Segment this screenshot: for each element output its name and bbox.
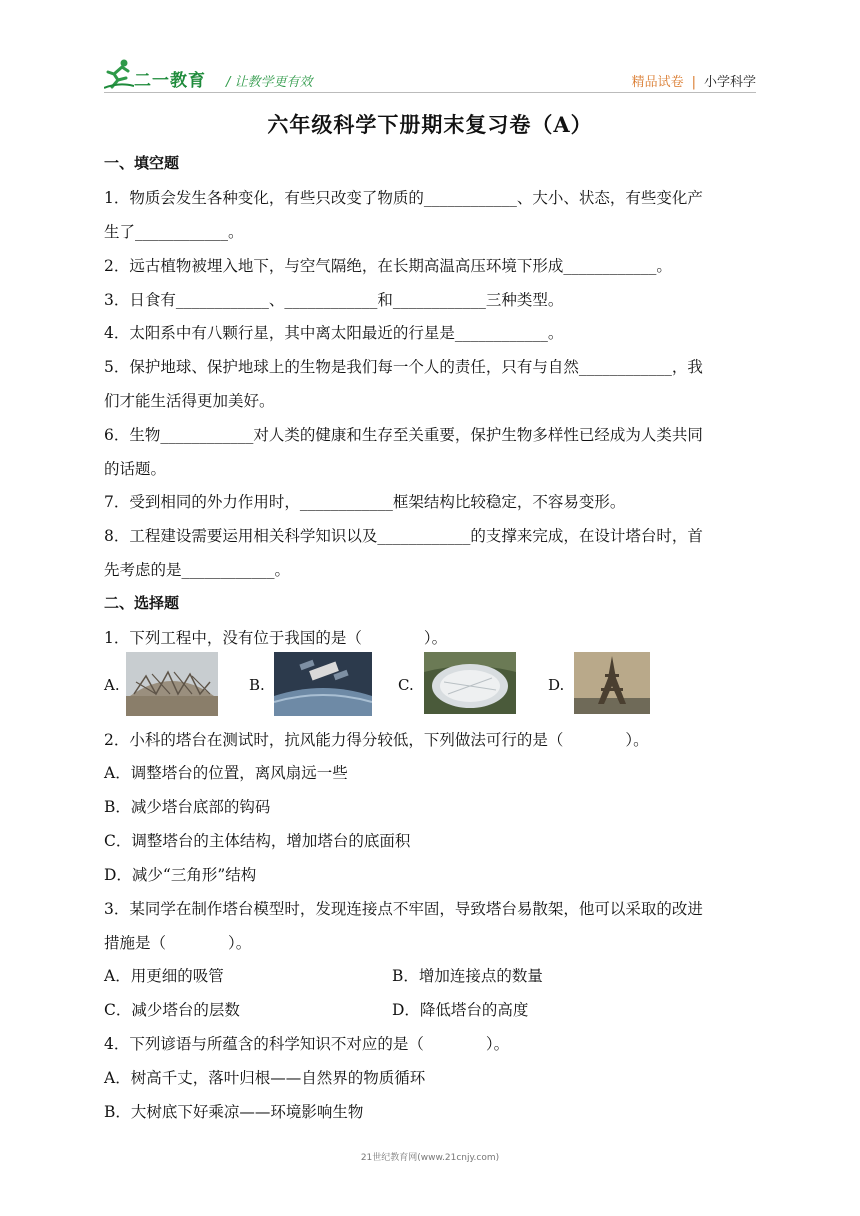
text-line: 2．远古植物被埋入地下，与空气隔绝，在长期高温高压环境下形成____________。: [104, 257, 672, 275]
option-text: B．减少塔台底部的钩码: [104, 798, 271, 816]
text-line: 们才能生活得更加美好。: [104, 392, 275, 410]
q1-image-options: [104, 652, 664, 718]
option-label: A.: [104, 676, 120, 694]
question-stem: 2．小科的塔台在测试时，抗风能力得分较低，下列做法可行的是（ ）。: [104, 731, 649, 749]
question-stem: 1．下列工程中，没有位于我国的是（ ）。: [104, 629, 448, 647]
logo-text: 二一教育: [134, 71, 206, 91]
page-header: [104, 56, 756, 94]
text-line: 的话题。: [104, 460, 167, 478]
text-line: 8．工程建设需要运用相关科学知识以及____________的支撑来完成，在设计塔台时，首: [104, 527, 703, 545]
page-footer: 21世纪教育网(www.21cnjy.com): [360, 1153, 500, 1163]
text-line: 生了____________。: [104, 223, 244, 241]
page-title: 六年级科学下册期末复习卷（A）: [267, 112, 593, 137]
header-separator: |: [691, 75, 696, 90]
option-text: B．大树底下好乘凉——环境影响生物: [104, 1103, 364, 1121]
radio-telescope-photo: [424, 652, 516, 714]
header-tags: [632, 71, 756, 90]
option-text: A．用更细的吸管: [104, 967, 224, 985]
slogan: / 让教学更有效: [226, 75, 313, 90]
question-stem: 4．下列谚语与所蕴含的科学知识不对应的是（ ）。: [104, 1035, 510, 1053]
tag-premium: 精品试卷: [631, 75, 684, 90]
option-text: A．调整塔台的位置，离风扇远一些: [104, 764, 348, 782]
text-line: 6．生物____________对人类的健康和生存至关重要，保护生物多样性已经成为人类共同: [104, 426, 703, 444]
tag-subject: 小学科学: [703, 75, 756, 90]
option-text: B．增加连接点的数量: [392, 967, 543, 985]
question-stem: 3．某同学在制作塔台模型时，发现连接点不牢固，导致塔台易散架，他可以采取的改进: [104, 900, 703, 918]
text-line: 3．日食有____________、____________和____________三种类型。: [104, 291, 564, 309]
text-line: 4．太阳系中有八颗行星，其中离太阳最近的行星是____________。: [104, 324, 564, 342]
option-label: B.: [249, 676, 265, 694]
option-text: C．减少塔台的层数: [104, 1001, 240, 1019]
text-line: 1．物质会发生各种变化，有些只改变了物质的____________、大小、状态，有些变化产: [104, 189, 703, 207]
option-text: A．树高千丈，落叶归根——自然界的物质循环: [104, 1069, 426, 1087]
question-stem: 措施是（ ）。: [104, 934, 252, 952]
option-text: C．调整塔台的主体结构，增加塔台的底面积: [104, 832, 411, 850]
eiffel-tower-photo: [574, 652, 650, 714]
section-heading-choice: 二、选择题: [104, 594, 180, 612]
text-line: 7．受到相同的外力作用时，____________框架结构比较稳定，不容易变形。: [104, 493, 626, 511]
text-line: 5．保护地球、保护地球上的生物是我们每一个人的责任，只有与自然____________，我: [104, 358, 703, 376]
option-label: C.: [398, 676, 414, 694]
option-text: D．减少“三角形”结构: [104, 866, 257, 884]
logo: [104, 56, 224, 90]
runner-icon: [104, 56, 134, 90]
header-divider: [104, 92, 756, 93]
option-text: D．降低塔台的高度: [392, 1001, 529, 1019]
space-station-photo: [274, 652, 372, 716]
section-heading-fill: 一、填空题: [104, 154, 180, 172]
text-line: 先考虑的是____________。: [104, 561, 291, 579]
option-label: D.: [548, 676, 565, 694]
stadium-photo: [126, 652, 218, 716]
